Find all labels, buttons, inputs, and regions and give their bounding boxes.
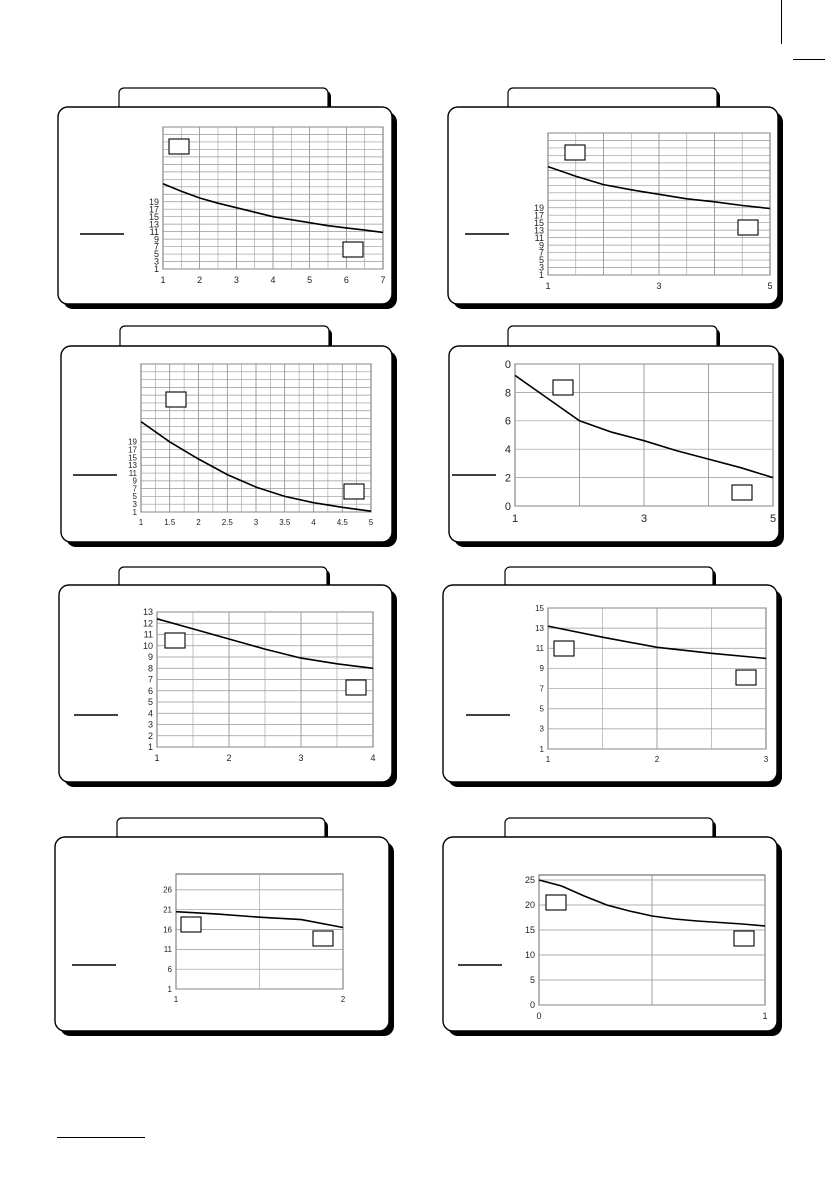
x-tick-label: 2.5 [221, 518, 233, 527]
x-tick-label: 3 [298, 753, 304, 763]
y-tick-label: 13 [148, 219, 159, 230]
x-unit-label-box [344, 484, 364, 499]
x-unit-label-box [738, 220, 758, 235]
y-tick-label: 3 [132, 500, 137, 510]
y-tick-label: 3 [539, 724, 544, 734]
x-tick-label: 3 [656, 281, 662, 291]
y-tick-label: 11 [143, 629, 153, 640]
y-tick-label: 5 [132, 492, 137, 502]
y-tick-label: 9 [153, 234, 159, 245]
x-tick-label: 3 [253, 518, 259, 527]
y-tick-label: 10 [524, 950, 535, 961]
y-tick-label: 15 [128, 453, 137, 463]
y-tick-label: 19 [128, 437, 137, 447]
x-tick-label: 3 [763, 755, 769, 764]
x-tick-label: 2 [654, 755, 660, 764]
y-unit-label-box [181, 917, 201, 932]
y-tick-label: 11 [535, 644, 544, 654]
x-tick-label: 3.5 [279, 518, 291, 527]
x-tick-label: 1 [545, 755, 551, 764]
x-tick-label: 2 [340, 995, 346, 1004]
y-tick-label: 13 [533, 225, 544, 236]
y-tick-label: 9 [147, 652, 153, 663]
y-tick-label: 17 [128, 445, 137, 455]
y-tick-label: 25 [524, 875, 535, 886]
chart-card-7 [55, 818, 394, 1036]
y-tick-label: 2 [504, 472, 511, 485]
y-tick-label: 1 [153, 264, 159, 275]
y-tick-label: 9 [539, 664, 544, 674]
y-tick-label: 1 [538, 270, 544, 281]
y-tick-label: 8 [147, 663, 153, 674]
x-tick-label: 7 [380, 275, 386, 285]
y-tick-label: 4 [147, 708, 153, 719]
x-tick-label: 4 [311, 518, 316, 527]
y-tick-label: 0 [529, 1000, 535, 1011]
x-unit-label-box [313, 931, 333, 946]
y-tick-label: 5 [538, 255, 544, 266]
x-tick-label: 1.5 [164, 518, 176, 527]
y-tick-label: 8 [504, 387, 511, 400]
chart-card-3 [61, 326, 397, 547]
x-tick-label: 5 [769, 513, 777, 525]
y-tick-label: 4 [504, 444, 511, 457]
y-tick-label: 13 [128, 461, 137, 471]
y-tick-label: 7 [153, 241, 159, 252]
y-tick-label: 0 [504, 500, 511, 513]
chart-card-2 [448, 88, 783, 309]
x-tick-label: 4 [370, 753, 376, 763]
y-tick-label: 26 [163, 885, 172, 895]
y-tick-label: 5 [147, 697, 153, 708]
x-tick-label: 4.5 [336, 518, 348, 527]
x-tick-label: 1 [154, 753, 160, 763]
chart-card-8 [443, 818, 782, 1036]
y-unit-label-box [166, 392, 186, 407]
x-tick-label: 1 [160, 275, 166, 285]
x-unit-label-box [736, 670, 756, 685]
y-tick-label: 5 [153, 249, 159, 260]
y-tick-label: 21 [163, 905, 172, 915]
x-tick-label: 0 [536, 1011, 542, 1021]
chart-card-5 [59, 567, 397, 787]
y-tick-label: 19 [148, 196, 159, 207]
x-tick-label: 2 [226, 753, 232, 763]
y-tick-label: 11 [128, 468, 137, 478]
y-unit-label-box [565, 145, 585, 160]
y-tick-label: 12 [142, 618, 153, 629]
y-unit-label-box [554, 641, 574, 656]
y-unit-label-box [546, 895, 566, 910]
x-unit-label-box [346, 680, 366, 695]
y-tick-label: 6 [147, 685, 153, 696]
y-tick-label: 11 [163, 945, 172, 955]
x-unit-label-box [734, 931, 754, 946]
chart-card-1 [58, 88, 397, 309]
y-tick-label: 19 [533, 202, 544, 213]
y-tick-label: 1 [147, 742, 153, 753]
x-tick-label: 1 [138, 518, 144, 527]
x-tick-label: 2 [196, 518, 201, 527]
x-unit-label-box [732, 485, 752, 500]
y-tick-label: 15 [535, 603, 544, 613]
x-tick-label: 4 [270, 275, 276, 285]
x-unit-label-box [343, 242, 363, 257]
x-tick-label: 5 [368, 518, 374, 527]
y-tick-label: 7 [147, 674, 153, 685]
y-tick-label: 2 [147, 730, 153, 741]
x-tick-label: 3 [233, 275, 239, 285]
y-tick-label: 20 [524, 900, 535, 911]
y-tick-label: 11 [149, 226, 159, 237]
y-unit-label-box [165, 633, 185, 648]
y-tick-label: 1 [167, 984, 172, 994]
y-tick-label: 6 [167, 964, 172, 974]
x-tick-label: 1 [545, 281, 551, 291]
y-tick-label: 10 [142, 640, 153, 651]
y-tick-label: 7 [539, 684, 544, 694]
y-tick-label: 13 [535, 623, 544, 633]
y-tick-label: 13 [142, 607, 153, 618]
y-tick-label: 15 [524, 925, 535, 936]
y-tick-label: 3 [153, 256, 159, 267]
x-tick-label: 5 [767, 281, 773, 291]
x-tick-label: 6 [343, 275, 349, 285]
y-unit-label-box [553, 380, 573, 395]
chart-card-4 [449, 326, 784, 547]
chart-card-6 [443, 567, 782, 787]
y-tick-label: 1 [539, 744, 544, 754]
x-tick-label: 1 [762, 1011, 768, 1021]
y-tick-label: 1 [132, 507, 137, 517]
y-tick-label: 3 [538, 262, 544, 273]
y-tick-label: 0 [504, 358, 511, 371]
y-tick-label: 6 [504, 415, 511, 428]
x-tick-label: 2 [197, 275, 203, 285]
x-tick-label: 1 [511, 513, 519, 525]
y-tick-label: 9 [538, 240, 544, 251]
x-tick-label: 5 [307, 275, 313, 285]
y-tick-label: 17 [533, 210, 544, 221]
x-tick-label: 3 [640, 513, 648, 525]
y-tick-label: 7 [538, 247, 544, 258]
x-tick-label: 1 [173, 995, 179, 1004]
y-tick-label: 3 [147, 719, 153, 730]
y-tick-label: 17 [148, 204, 159, 215]
y-tick-label: 5 [539, 704, 544, 714]
y-tick-label: 15 [533, 217, 544, 228]
y-unit-label-box [169, 139, 189, 154]
y-tick-label: 5 [529, 975, 535, 986]
y-tick-label: 9 [132, 476, 137, 486]
y-tick-label: 15 [148, 211, 159, 222]
y-tick-label: 16 [163, 925, 172, 935]
y-tick-label: 11 [534, 232, 544, 243]
y-tick-label: 7 [132, 484, 137, 494]
